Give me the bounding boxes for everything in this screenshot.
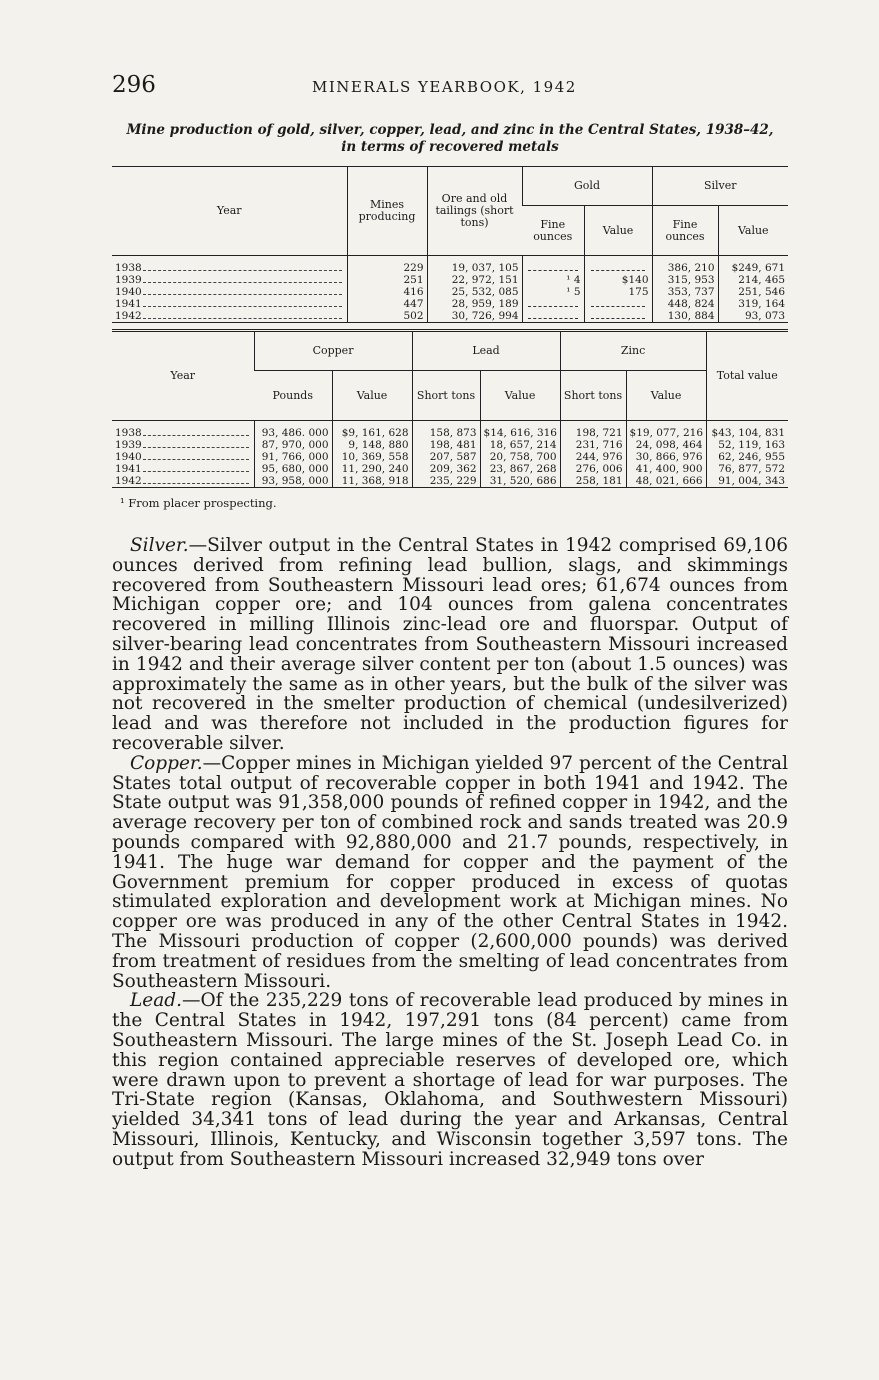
- col-lead-value: Value: [480, 371, 560, 421]
- leader-dots: [143, 447, 249, 448]
- cell-gold_val: [584, 310, 652, 323]
- cell-total: 91, 004, 343: [706, 475, 788, 488]
- cell-silver_val: 319, 164: [718, 298, 788, 310]
- empty-leader: [528, 264, 578, 271]
- table-row: [112, 274, 788, 286]
- col2-year: Year: [112, 331, 254, 421]
- empty-leader: [591, 312, 646, 319]
- cell-cu_val: 11, 290, 240: [332, 463, 412, 475]
- cell-pb_val: $14, 616, 316: [480, 427, 560, 439]
- col-copper: Copper: [254, 331, 412, 371]
- paragraph-copper-heading: Copper.: [130, 752, 203, 774]
- table-row: [112, 427, 788, 439]
- cell-gold_oz: ¹ 5: [522, 286, 584, 298]
- footnote: ¹ From placer prospecting.: [120, 496, 277, 510]
- empty-leader: [591, 264, 646, 271]
- paragraph-silver-heading: Silver.: [130, 535, 189, 556]
- col-copper-lb: Pounds: [254, 371, 332, 421]
- cell-cu_lb: 95, 680, 000: [254, 463, 332, 475]
- empty-leader: [591, 300, 646, 307]
- row-year: 1942: [115, 310, 142, 322]
- cell-pb_val: 23, 867, 268: [480, 463, 560, 475]
- cell-ore: 28, 959, 189: [427, 298, 522, 310]
- leader-dots: [143, 306, 342, 307]
- col-year: Year: [112, 167, 347, 256]
- row-year: 1941: [115, 463, 142, 475]
- cell-pb_t: 158, 873: [412, 427, 480, 439]
- cell-ore: 25, 532, 085: [427, 286, 522, 298]
- row-year: 1940: [115, 286, 142, 298]
- cell-pb_val: 20, 758, 700: [480, 451, 560, 463]
- cell-pb_t: 207, 587: [412, 451, 480, 463]
- cell-zn_t: 258, 181: [560, 475, 626, 488]
- col-lead: Lead: [412, 331, 560, 371]
- leader-dots: [143, 270, 342, 271]
- cell-gold_val: $140: [584, 274, 652, 286]
- cell-mines: 502: [347, 310, 427, 323]
- cell-ore: 19, 037, 105: [427, 262, 522, 274]
- table-row: [112, 298, 788, 310]
- cell-year: [112, 451, 254, 463]
- leader-dots: [143, 282, 342, 283]
- cell-zn_val: 30, 866, 976: [626, 451, 706, 463]
- page: [112, 72, 788, 1170]
- col-silver-value: Value: [718, 206, 788, 256]
- cell-cu_val: 9, 148, 880: [332, 439, 412, 451]
- cell-pb_val: 31, 520, 686: [480, 475, 560, 488]
- cell-gold_val: [584, 298, 652, 310]
- page-header: [112, 72, 788, 108]
- cell-total: 62, 246, 955: [706, 451, 788, 463]
- leader-dots: [143, 483, 249, 484]
- cell-cu_lb: 93, 958, 000: [254, 475, 332, 488]
- cell-total: $43, 104, 831: [706, 427, 788, 439]
- cell-year: [112, 298, 347, 310]
- cell-mines: 447: [347, 298, 427, 310]
- cell-silver_oz: 448, 824: [652, 298, 718, 310]
- paragraph-silver-text: —Silver output in the Central States in 1942 comprised 69,106 ounces derived from refining lead bullion, slags, and skimmings recovered from Southeastern Missouri lead ores; 61,674 ounces from Michigan copper ore; and 104 ounces from galena concentrates recovered in milling Illinois zinc-lead ore and fluorspar. Output of silver-bearing lead concentrates from Southeastern Missouri increased in 1942 and their average silver content per ton (about 1.5 ounces) was approximately the same as in other years, but the bulk of the silver was not recovered in the smelter production of chemical (undesilverized) lead and was therefore not included in the production figures for recoverable silver.: [112, 535, 788, 754]
- cell-cu_val: 10, 369, 558: [332, 451, 412, 463]
- col-gold-oz: Fine ounces: [522, 206, 584, 256]
- cell-zn_t: 198, 721: [560, 427, 626, 439]
- table-caption: [112, 122, 788, 156]
- row-year: 1942: [115, 475, 142, 487]
- row-year: 1939: [115, 274, 142, 286]
- cell-cu_lb: 93, 486. 000: [254, 427, 332, 439]
- cell-year: [112, 286, 347, 298]
- table-row: [112, 451, 788, 463]
- page-number: 296: [112, 72, 156, 98]
- cell-cu_val: 11, 368, 918: [332, 475, 412, 488]
- col-zinc-value: Value: [626, 371, 706, 421]
- cell-silver_oz: 353, 737: [652, 286, 718, 298]
- cell-silver_val: $249, 671: [718, 262, 788, 274]
- cell-gold_val: 175: [584, 286, 652, 298]
- cell-zn_val: $19, 077, 216: [626, 427, 706, 439]
- col-copper-value: Value: [332, 371, 412, 421]
- cell-gold_oz: [522, 262, 584, 274]
- cell-mines: 416: [347, 286, 427, 298]
- col-mines: Mines producing: [347, 167, 427, 256]
- cell-mines: 251: [347, 274, 427, 286]
- empty-leader: [528, 300, 578, 307]
- table-row: [112, 262, 788, 274]
- cell-total: 76, 877, 572: [706, 463, 788, 475]
- paragraph-copper-text: —Copper mines in Michigan yielded 97 percent of the Central States total output of recoverable copper in both 1941 and 1942. The State output was 91,358,000 pounds of refined copper in 1942, and the average recovery per ton of combined rock and sands treated was 20.9 pounds compared with 92,880,000 and 21.7 pounds, respectively, in 1941. The huge war demand for copper and the payment of the Government premium for copper produced in excess of quotas stimulated exploration and development work at Michigan mines. No copper ore was produced in any of the other Central States in 1942. The Missouri production of copper (2,600,000 pounds) was derived from treatment of residues from the smelting of lead concentrates from Southeastern Missouri.: [112, 752, 788, 992]
- cell-zn_t: 276, 006: [560, 463, 626, 475]
- cell-pb_t: 209, 362: [412, 463, 480, 475]
- cell-year: [112, 475, 254, 488]
- col-zinc: Zinc: [560, 331, 706, 371]
- col-silver: Silver: [652, 167, 788, 206]
- cell-zn_val: 48, 021, 666: [626, 475, 706, 488]
- col-gold-value: Value: [584, 206, 652, 256]
- paragraph-silver: [112, 536, 788, 754]
- cell-ore: 22, 972, 151: [427, 274, 522, 286]
- table-row: [112, 463, 788, 475]
- cell-ore: 30, 726, 994: [427, 310, 522, 323]
- col-zinc-tons: Short tons: [560, 371, 626, 421]
- table-row: [112, 439, 788, 451]
- cell-year: [112, 274, 347, 286]
- leader-dots: [143, 318, 342, 319]
- cell-pb_t: 235, 229: [412, 475, 480, 488]
- cell-cu_lb: 87, 970, 000: [254, 439, 332, 451]
- cell-cu_val: $9, 161, 628: [332, 427, 412, 439]
- cell-year: [112, 310, 347, 323]
- row-year: 1940: [115, 451, 142, 463]
- cell-year: [112, 463, 254, 475]
- row-year: 1941: [115, 298, 142, 310]
- cell-silver_val: 214, 465: [718, 274, 788, 286]
- cell-cu_lb: 91, 766, 000: [254, 451, 332, 463]
- cell-zn_val: 41, 400, 900: [626, 463, 706, 475]
- leader-dots: [143, 294, 342, 295]
- leader-dots: [143, 471, 249, 472]
- empty-leader: [528, 312, 578, 319]
- col-silver-oz: Fine ounces: [652, 206, 718, 256]
- col-gold: Gold: [522, 167, 652, 206]
- cell-year: [112, 439, 254, 451]
- paragraph-lead-heading: Lead.: [130, 990, 182, 1012]
- cell-silver_oz: 130, 884: [652, 310, 718, 323]
- cell-year: [112, 262, 347, 274]
- cell-pb_val: 18, 657, 214: [480, 439, 560, 451]
- cell-zn_val: 24, 098, 464: [626, 439, 706, 451]
- cell-silver_oz: 386, 210: [652, 262, 718, 274]
- cell-gold_oz: [522, 298, 584, 310]
- row-year: 1938: [115, 262, 142, 274]
- running-title: MINERALS YEARBOOK, 1942: [312, 78, 577, 96]
- cell-total: 52, 119, 163: [706, 439, 788, 451]
- cell-gold_oz: ¹ 4: [522, 274, 584, 286]
- cell-mines: 229: [347, 262, 427, 274]
- cell-silver_val: 251, 546: [718, 286, 788, 298]
- col-ore: Ore and old tailings (short tons): [427, 167, 522, 256]
- caption-line-2: in terms of recovered metals: [341, 139, 559, 155]
- table-row: [112, 475, 788, 488]
- cell-silver_val: 93, 073: [718, 310, 788, 323]
- cell-zn_t: 244, 976: [560, 451, 626, 463]
- copper-lead-zinc-table: [112, 329, 788, 488]
- gold-silver-table: [112, 166, 788, 323]
- row-year: 1939: [115, 439, 142, 451]
- table-row: [112, 286, 788, 298]
- col-lead-tons: Short tons: [412, 371, 480, 421]
- leader-dots: [143, 459, 249, 460]
- body-text: [112, 536, 788, 1170]
- leader-dots: [143, 435, 249, 436]
- cell-year: [112, 427, 254, 439]
- table-row: [112, 310, 788, 323]
- paragraph-lead: [112, 991, 788, 1169]
- paragraph-lead-text: —Of the 235,229 tons of recoverable lead produced by mines in the Central States in 1942, 197,291 tons (84 percent) came from Southeastern Missouri. The large mines of the St. Joseph Lead Co. in this region contained appreciable reserves of developed ore, which were drawn upon to prevent a shortage of lead for war purposes. The Tri-State region (Kansas, Oklahoma, and Southwestern Missouri) yielded 34,341 tons of lead during the year and Arkansas, Central Missouri, Illinois, Kentucky, and Wisconsin together 3,597 tons. The output from Southeastern Missouri increased 32,949 tons over: [112, 990, 788, 1170]
- row-year: 1938: [115, 427, 142, 439]
- col-total: Total value: [706, 331, 788, 421]
- cell-pb_t: 198, 481: [412, 439, 480, 451]
- paragraph-copper: [112, 754, 788, 992]
- cell-gold_oz: [522, 310, 584, 323]
- cell-silver_oz: 315, 953: [652, 274, 718, 286]
- caption-line-1: Mine production of gold, silver, copper, lead, and zinc in the Central States, 1938–42,: [126, 122, 774, 138]
- cell-zn_t: 231, 716: [560, 439, 626, 451]
- cell-gold_val: [584, 262, 652, 274]
